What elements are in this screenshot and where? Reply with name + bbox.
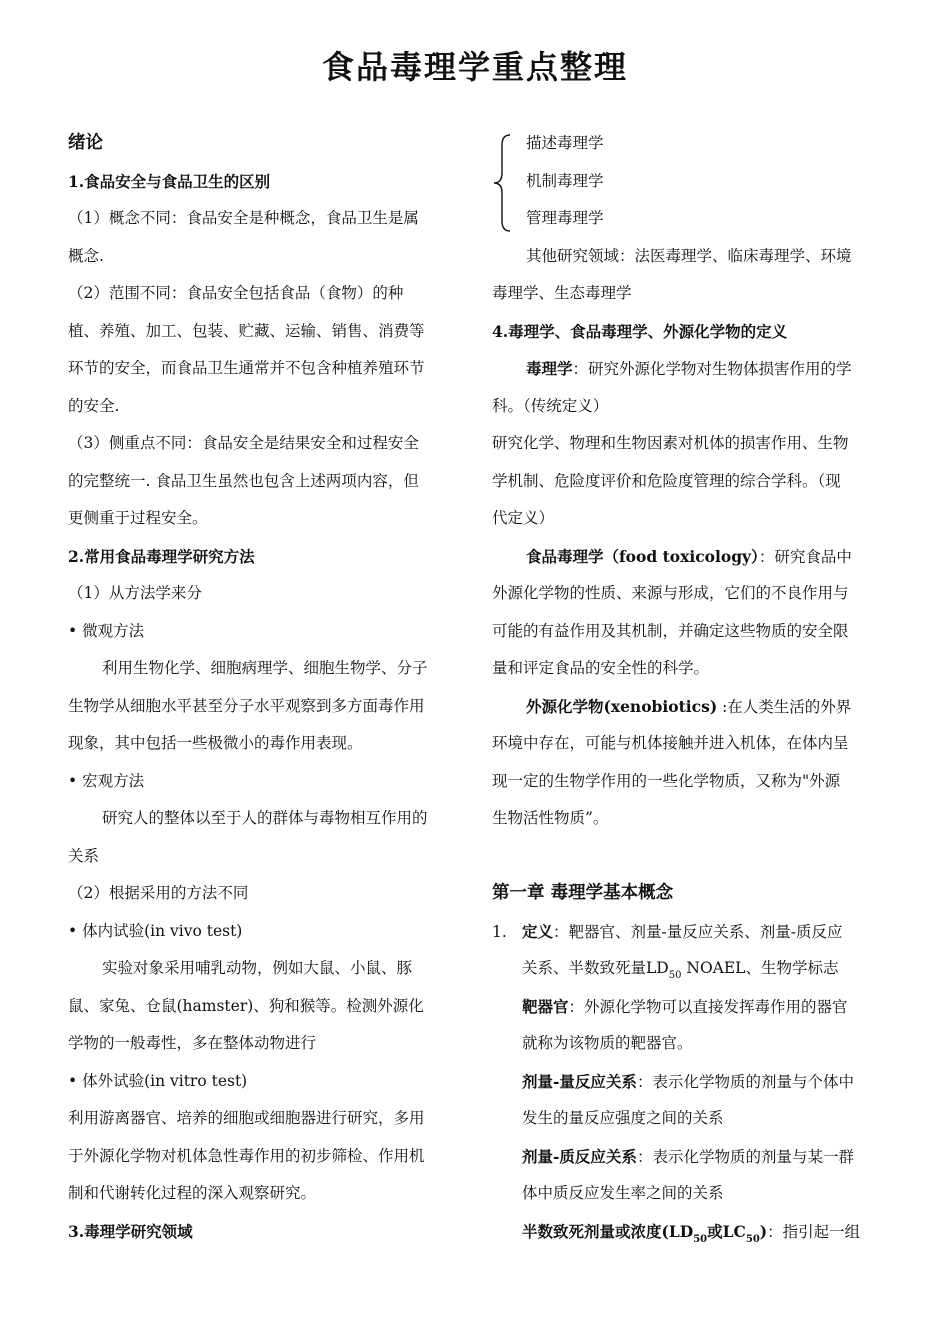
text-line: 发生的量反应强度之间的关系 bbox=[522, 1109, 724, 1127]
term: 靶器官 bbox=[522, 996, 569, 1016]
text-line: 生物学从细胞水平甚至分子水平观察到多方面毒作用 bbox=[68, 696, 425, 715]
text-line: 更侧重于过程安全。 bbox=[68, 509, 208, 527]
spacer bbox=[492, 838, 882, 876]
text-line: 的完整统一. 食品卫生虽然也包含上述两项内容，但 bbox=[68, 471, 419, 490]
chapter-heading: 第一章 毒理学基本概念 bbox=[492, 883, 674, 903]
text-line: 实验对象采用哺乳动物，例如大鼠、小鼠、豚 bbox=[102, 959, 413, 977]
subscript: 50 bbox=[668, 970, 682, 981]
text-line: 量和评定食品的安全性的科学。 bbox=[492, 659, 710, 677]
left-column bbox=[68, 125, 458, 1250]
text-line: 科。（传统定义） bbox=[492, 396, 609, 415]
text-line: 体中质反应发生率之间的关系 bbox=[522, 1184, 724, 1202]
bullet-item: • 体内试验(in vivo test) bbox=[68, 921, 243, 940]
definition-line bbox=[492, 1213, 882, 1251]
text-line: 利用游离器官、培养的细胞或细胞器进行研究，多用 bbox=[68, 1109, 425, 1127]
list-number: 1. bbox=[492, 922, 507, 941]
term: 定义 bbox=[522, 921, 554, 941]
document-title: 食品毒理学重点整理 bbox=[321, 48, 628, 86]
text-line: 环境中存在，可能与机体接触并进入机体，在体内呈 bbox=[492, 734, 849, 752]
subheading: 2.常用食品毒理学研究方法 bbox=[68, 546, 255, 566]
term: 毒理学 bbox=[526, 359, 573, 378]
text-span: 关系、半数致死量LD bbox=[522, 959, 669, 977]
text-line: 就称为该物质的靶器官。 bbox=[522, 1034, 693, 1052]
definition-line bbox=[492, 1063, 882, 1101]
text-line: 现一定的生物学作用的一些化学物质，又称为"外源 bbox=[492, 771, 841, 790]
term: 食品毒理学（food toxicology） bbox=[526, 546, 759, 566]
text-line: （3）侧重点不同：食品安全是结果安全和过程安全 bbox=[68, 434, 419, 452]
definition-line bbox=[492, 538, 882, 576]
text-line: 的安全. bbox=[68, 396, 120, 415]
list-item: 机制毒理学 bbox=[526, 171, 604, 190]
term bbox=[522, 1221, 768, 1245]
bullet-item: • 微观方法 bbox=[68, 621, 145, 640]
subscript: 50 bbox=[693, 1233, 708, 1245]
text-span: ：靶器官、剂量-量反应关系、剂量-质反应 bbox=[553, 922, 843, 941]
subheading: 1.食品安全与食品卫生的区别 bbox=[68, 171, 271, 191]
text-line: （2）根据采用的方法不同 bbox=[68, 884, 249, 902]
text-line: 毒理学、生态毒理学 bbox=[492, 284, 632, 302]
text-line: 概念. bbox=[68, 246, 104, 265]
term: 外源化学物(xenobiotics) bbox=[526, 696, 718, 716]
bullet-item: • 宏观方法 bbox=[68, 771, 145, 790]
text-line: 学物的一般毒性，多在整体动物进行 bbox=[68, 1034, 317, 1052]
text-span: ：研究外源化学物对生物体损害作用的学 bbox=[572, 360, 852, 378]
text-line: 研究化学、物理和生物因素对机体的损害作用、生物 bbox=[492, 434, 849, 452]
subheading: 4.毒理学、食品毒理学、外源化学物的定义 bbox=[492, 321, 788, 341]
definition-line bbox=[492, 1138, 882, 1176]
definition-line bbox=[492, 913, 882, 951]
text-span: :在人类生活的外界 bbox=[717, 697, 852, 716]
text-span: ：表示化学物质的剂量与某一群 bbox=[636, 1147, 854, 1166]
text-span: 或LC bbox=[707, 1221, 746, 1241]
text-line: 关系 bbox=[68, 846, 100, 865]
text-span: ：外源化学物可以直接发挥毒作用的器官 bbox=[568, 997, 848, 1016]
definition-line bbox=[492, 350, 882, 388]
text-line: 鼠、家兔、仓鼠(hamster)、狗和猴等。检测外源化 bbox=[68, 996, 424, 1015]
text-line: 代定义） bbox=[492, 509, 555, 527]
section-heading: 绪论 bbox=[68, 133, 103, 153]
curly-brace-icon bbox=[484, 131, 514, 235]
subscript: 50 bbox=[745, 1233, 760, 1245]
text-line: 制和代谢转化过程的深入观察研究。 bbox=[68, 1184, 317, 1202]
bullet-item: • 体外试验(in vitro test) bbox=[68, 1071, 248, 1090]
text-span: NOAEL、生物学标志 bbox=[681, 959, 839, 977]
text-line: 利用生物化学、细胞病理学、细胞生物学、分子 bbox=[102, 659, 428, 677]
text-line: （2）范围不同：食品安全包括食品（食物）的种 bbox=[68, 284, 404, 302]
text-span: ：表示化学物质的剂量与个体中 bbox=[636, 1072, 854, 1091]
text-line bbox=[492, 950, 882, 988]
text-line: 生物活性物质”。 bbox=[492, 809, 609, 827]
text-line: （1）概念不同：食品安全是种概念，食品卫生是属 bbox=[68, 209, 419, 227]
text-line: （1）从方法学来分 bbox=[68, 584, 202, 602]
right-column bbox=[492, 125, 882, 1250]
text-span: ：研究食品中 bbox=[758, 547, 852, 566]
text-line: 可能的有益作用及其机制，并确定这些物质的安全限 bbox=[492, 621, 849, 640]
text-line: 现象，其中包括一些极微小的毒作用表现。 bbox=[68, 734, 363, 752]
subheading: 3.毒理学研究领域 bbox=[68, 1221, 193, 1241]
definition-line bbox=[492, 688, 882, 726]
list-item: 描述毒理学 bbox=[526, 134, 604, 152]
text-line: 学机制、危险度评价和危险度管理的综合学科。（现 bbox=[492, 471, 841, 490]
text-line: 环节的安全，而食品卫生通常并不包含种植养殖环节 bbox=[68, 359, 425, 377]
term: 剂量-量反应关系 bbox=[522, 1071, 637, 1091]
text-line: 其他研究领域：法医毒理学、临床毒理学、环境 bbox=[526, 246, 852, 265]
text-span: ：指引起一组 bbox=[767, 1222, 861, 1241]
list-item: 管理毒理学 bbox=[526, 209, 604, 227]
text-span: 半数致死剂量或浓度(LD bbox=[522, 1221, 694, 1241]
text-line: 外源化学物的性质、来源与形成，它们的不良作用与 bbox=[492, 584, 849, 602]
text-span: ) bbox=[759, 1221, 768, 1241]
definition-line bbox=[492, 988, 882, 1026]
text-line: 于外源化学物对机体急性毒作用的初步筛检、作用机 bbox=[68, 1146, 425, 1165]
text-line: 植、养殖、加工、包装、贮藏、运输、销售、消费等 bbox=[68, 321, 425, 340]
text-line: 研究人的整体以至于人的群体与毒物相互作用的 bbox=[102, 809, 428, 827]
term: 剂量-质反应关系 bbox=[522, 1146, 637, 1166]
